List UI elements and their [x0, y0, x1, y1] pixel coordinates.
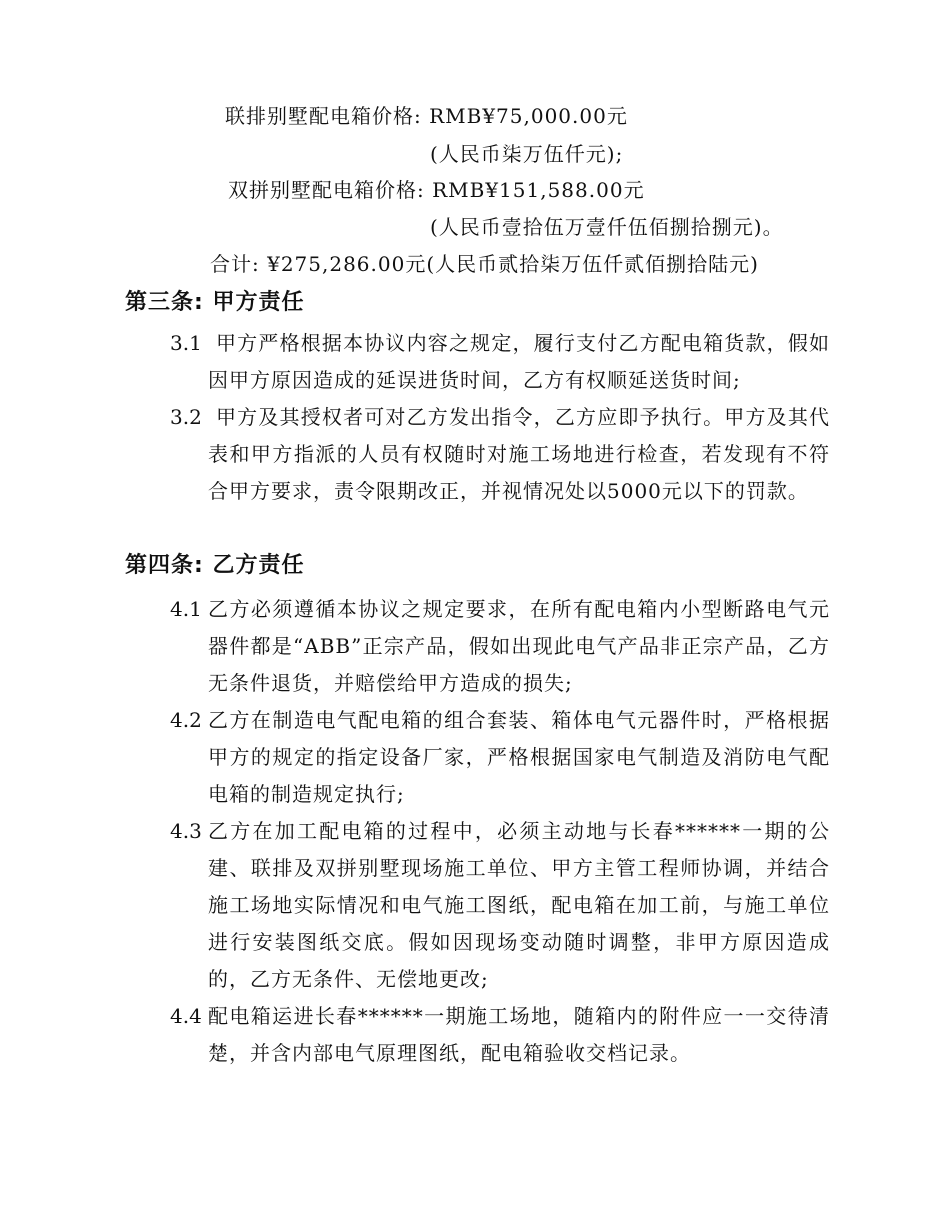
- price-line-lianpai-words: (人民币柒万伍仟元);: [430, 142, 624, 166]
- clause-4-2: [170, 702, 830, 813]
- section4-heading: 第四条: 乙方责任: [125, 553, 305, 578]
- price-line-shuangpin: 双拼别墅配电箱价格: RMB¥151,588.00元: [228, 178, 645, 202]
- clause-number: 3.1: [170, 331, 202, 355]
- clause-number: 3.2: [170, 405, 202, 429]
- clause-text: 乙方必须遵循本协议之规定要求，在所有配电箱内小型断路电气元器件都是“ABB”正宗产品，假如出现此电气产品非正宗产品，乙方无条件退货，并赔偿给甲方造成的损失;: [208, 597, 830, 695]
- price-line-lianpai: 联排别墅配电箱价格: RMB¥75,000.00元: [225, 104, 628, 128]
- clause-4-4: [170, 998, 830, 1072]
- clause-text: 甲方严格根据本协议内容之规定，履行支付乙方配电箱货款，假如因甲方原因造成的延误进货时间，乙方有权顺延送货时间;: [208, 331, 830, 392]
- clause-4-1: [170, 591, 830, 702]
- clause-text: 乙方在制造电气配电箱的组合套装、箱体电气元器件时，严格根据甲方的规定的指定设备厂家，严格根据国家电气制造及消防电气配电箱的制造规定执行;: [208, 708, 830, 806]
- clause-number: 4.1: [170, 597, 202, 621]
- clause-text: 甲方及其授权者可对乙方发出指令，乙方应即予执行。甲方及其代表和甲方指派的人员有权随时对施工场地进行检查，若发现有不符合甲方要求，责令限期改正，并视情况处以5000元以下的罚款。: [208, 405, 830, 503]
- clause-number: 4.2: [170, 708, 202, 732]
- section3-heading: 第三条: 甲方责任: [125, 290, 305, 315]
- clause-3-2: [170, 399, 830, 510]
- clause-3-1: [170, 325, 830, 399]
- price-line-shuangpin-words: (人民币壹拾伍万壹仟伍佰捌拾捌元)。: [430, 215, 784, 239]
- clause-number: 4.3: [170, 819, 202, 843]
- price-total: 合计: ¥275,286.00元(人民币贰拾柒万伍仟贰佰捌拾陆元): [210, 252, 759, 276]
- clause-text: 乙方在加工配电箱的过程中，必须主动地与长春******一期的公建、联排及双拼别墅现场施工单位、甲方主管工程师协调，并结合施工场地实际情况和电气施工图纸，配电箱在加工前，与施工单位进行安装图纸交底。假如因现场变动随时调整，非甲方原因造成的，乙方无条件、无偿地更改;: [208, 819, 830, 991]
- clause-text: 配电箱运进长春******一期施工场地，随箱内的附件应一一交待清楚，并含内部电气原理图纸，配电箱验收交档记录。: [208, 1004, 830, 1065]
- clause-number: 4.4: [170, 1004, 202, 1028]
- clause-4-3: [170, 813, 830, 998]
